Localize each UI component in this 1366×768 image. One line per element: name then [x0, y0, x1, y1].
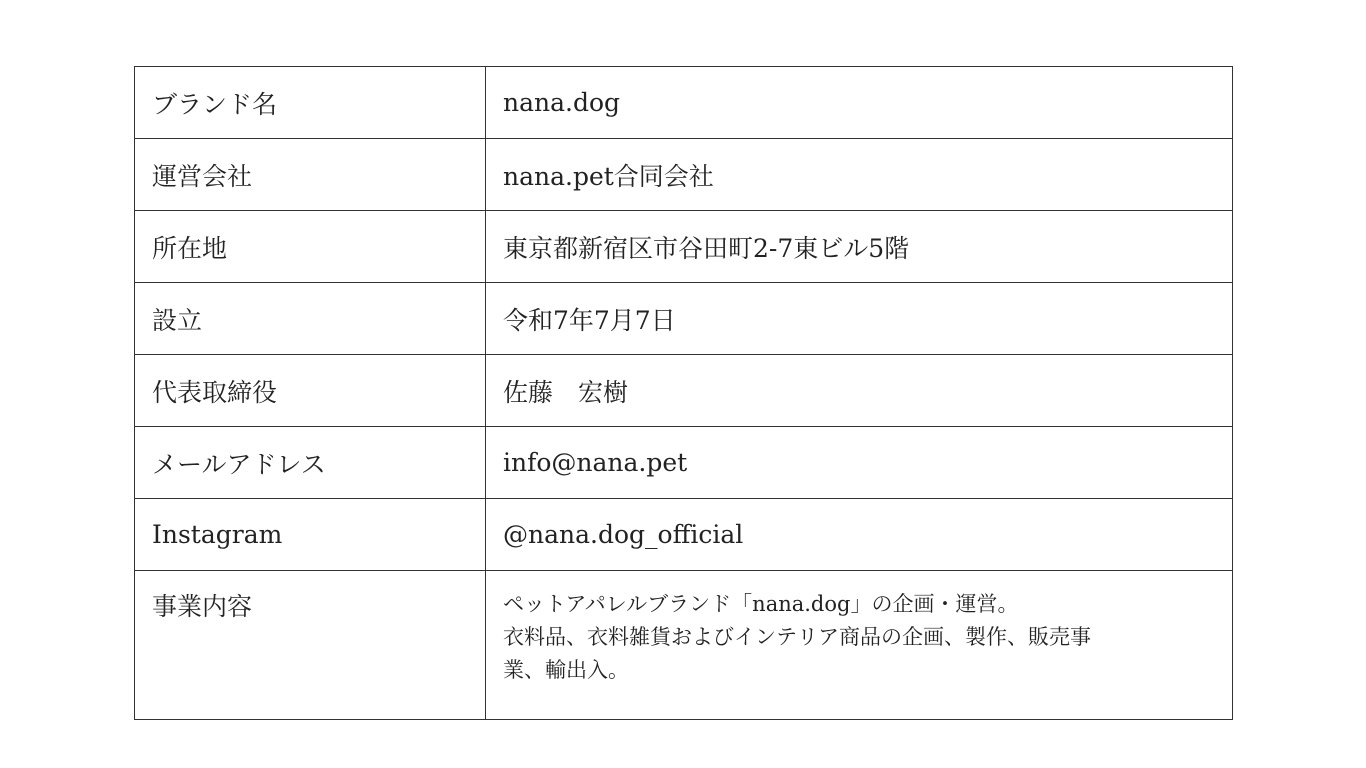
business-description	[486, 571, 1233, 720]
address-value: 東京都新宿区市谷田町2-7東ビル5階	[486, 211, 1233, 283]
brand-name-label: ブランド名	[135, 67, 486, 139]
table-row-operating-company	[135, 139, 1233, 211]
table-row-representative	[135, 355, 1233, 427]
representative-label: 代表取締役	[135, 355, 486, 427]
email-value: info@nana.pet	[486, 427, 1233, 499]
instagram-label: Instagram	[135, 499, 486, 571]
table-row-brand-name	[135, 67, 1233, 139]
business-description-line: 衣料品、衣料雑貨およびインテリア商品の企画、製作、販売事	[503, 625, 1091, 649]
operating-company-value: nana.pet合同会社	[486, 139, 1233, 211]
business-description-line: ペットアパレルブランド「nana.dog」の企画・運営。	[503, 592, 1019, 616]
representative-value: 佐藤 宏樹	[486, 355, 1233, 427]
established-value: 令和7年7月7日	[486, 283, 1233, 355]
brand-name-value: nana.dog	[486, 67, 1233, 139]
address-label: 所在地	[135, 211, 486, 283]
email-label: メールアドレス	[135, 427, 486, 499]
operating-company-label: 運営会社	[135, 139, 486, 211]
business-description-line: 業、輸出入。	[503, 658, 629, 682]
company-info-table	[134, 66, 1233, 720]
table-row-business	[135, 571, 1233, 720]
table-row-instagram	[135, 499, 1233, 571]
instagram-value: @nana.dog_official	[486, 499, 1233, 571]
established-label: 設立	[135, 283, 486, 355]
business-label: 事業内容	[135, 571, 486, 720]
table-row-email	[135, 427, 1233, 499]
table-row-address	[135, 211, 1233, 283]
table-row-established	[135, 283, 1233, 355]
